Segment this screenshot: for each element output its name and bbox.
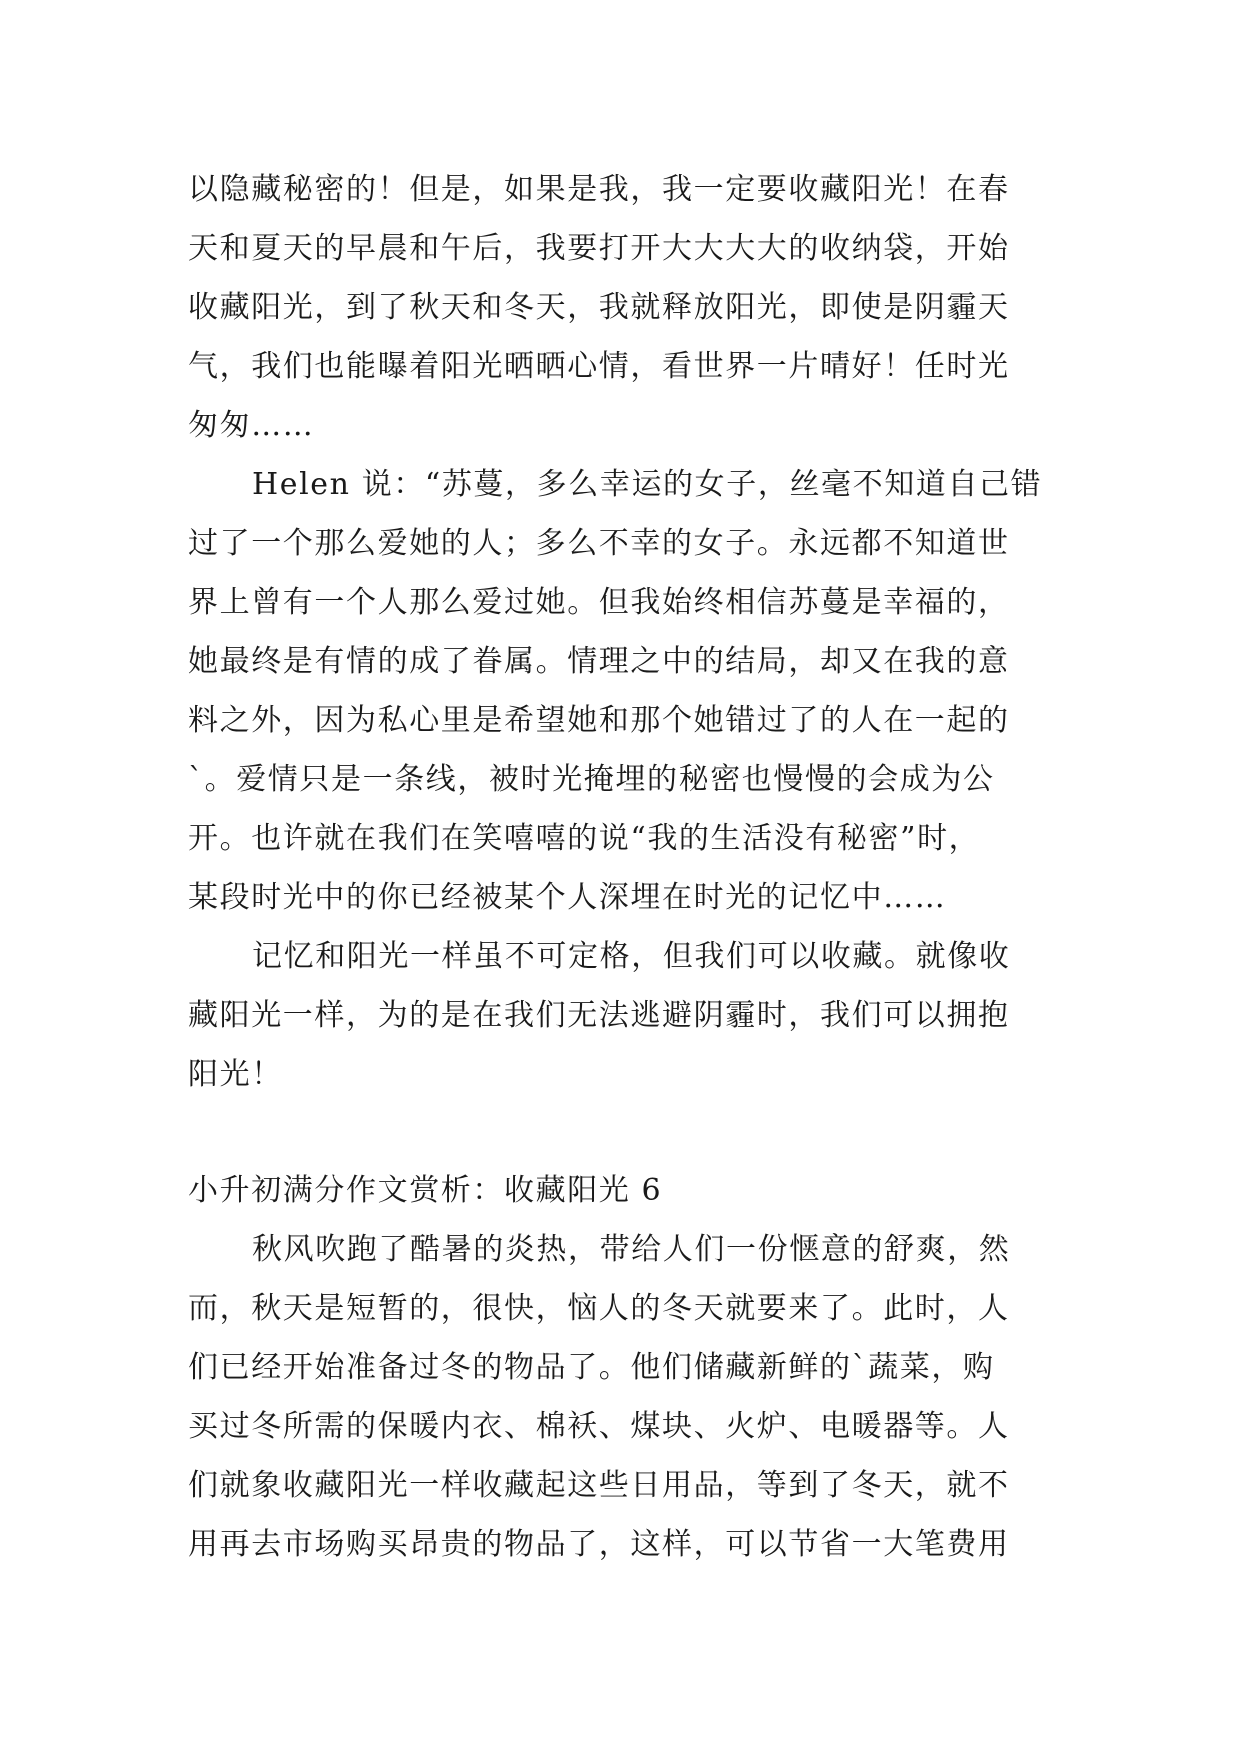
text-line: 界上曾有一个人那么爱过她。但我始终相信苏蔓是幸福的， (188, 585, 1010, 620)
text-line: 秋风吹跑了酷暑的炎热，带给人们一份惬意的舒爽，然 (252, 1232, 1011, 1267)
text-line: 们就象收藏阳光一样收藏起这些日用品，等到了冬天，就不 (188, 1468, 1010, 1503)
text-line: 用再去市场购买昂贵的物品了，这样，可以节省一大笔费用 (188, 1527, 1010, 1562)
text-line: 们已经开始准备过冬的物品了。他们储藏新鲜的`蔬菜，购 (188, 1350, 995, 1385)
section-gap (188, 1104, 1058, 1161)
text-line: 天和夏天的早晨和午后，我要打开大大大大的收纳袋，开始 (188, 231, 1010, 266)
text-line: 以隐藏秘密的！但是，如果是我，我一定要收藏阳光！在春 (188, 172, 1010, 207)
section-heading: 小升初满分作文赏析：收藏阳光 6 (188, 1173, 663, 1208)
text-line: 气，我们也能曝着阳光晒晒心情，看世界一片晴好！任时光 (188, 349, 1010, 384)
paragraph-3 (188, 927, 1058, 1104)
text-line: 阳光！ (188, 1057, 283, 1092)
text-line: 记忆和阳光一样虽不可定格，但我们可以收藏。就像收 (252, 939, 1011, 974)
text-line: 收藏阳光，到了秋天和冬天，我就释放阳光，即使是阴霾天 (188, 290, 1010, 325)
text-line: 匆匆…… (188, 408, 315, 443)
text-line: 买过冬所需的保暖内衣、棉袄、煤块、火炉、电暖器等。人 (188, 1409, 1010, 1444)
text-line: 而，秋天是短暂的，很快，恼人的冬天就要来了。此时，人 (188, 1291, 1010, 1326)
text-line: 某段时光中的你已经被某个人深埋在时光的记忆中…… (188, 880, 947, 915)
text-line: 她最终是有情的成了眷属。情理之中的结局，却又在我的意 (188, 644, 1010, 679)
text-line: Helen 说：“苏蔓，多么幸运的女子，丝毫不知道自己错 (252, 467, 1043, 502)
paragraph-2 (188, 455, 1058, 927)
text-line: 藏阳光一样，为的是在我们无法逃避阴霾时，我们可以拥抱 (188, 998, 1010, 1033)
paragraph-1 (188, 160, 1058, 455)
text-line: `。爱情只是一条线，被时光掩埋的秘密也慢慢的会成为公 (188, 762, 995, 797)
paragraph-4 (188, 1220, 1058, 1574)
text-line: 料之外，因为私心里是希望她和那个她错过了的人在一起的 (188, 703, 1010, 738)
document-body (188, 160, 1058, 1574)
text-line: 开。也许就在我们在笑嘻嘻的说“我的生活没有秘密”时， (188, 821, 981, 856)
text-line: 过了一个那么爱她的人；多么不幸的女子。永远都不知道世 (188, 526, 1010, 561)
